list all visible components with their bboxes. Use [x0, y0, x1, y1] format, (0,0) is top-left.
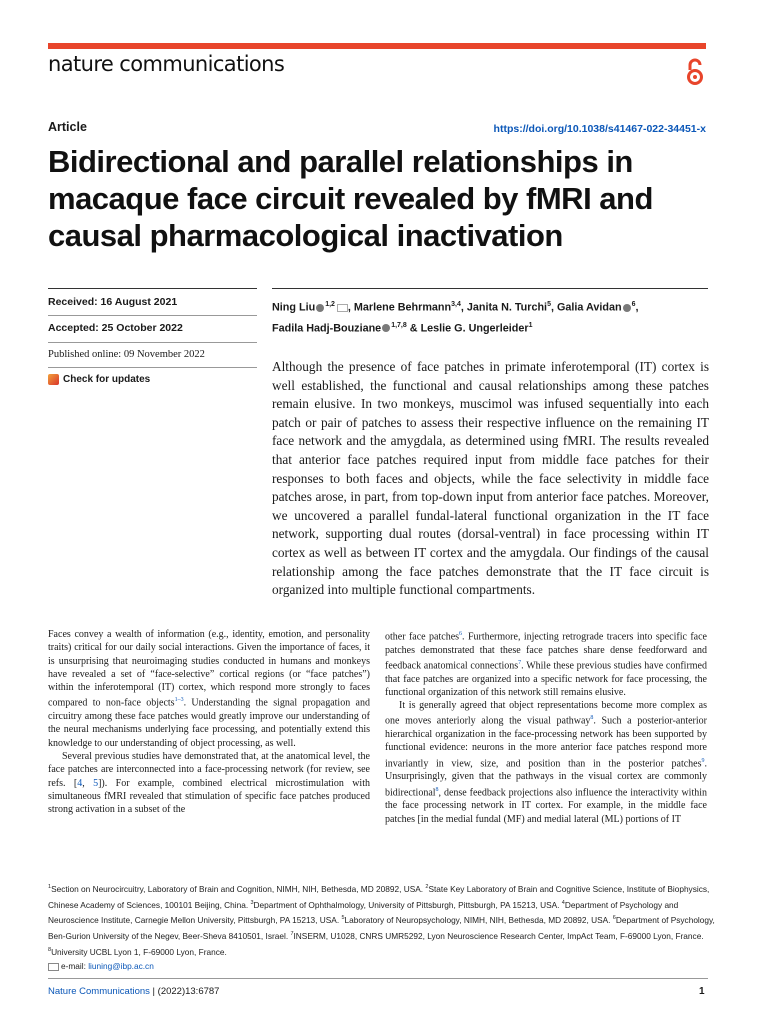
orcid-icon[interactable] — [623, 304, 631, 312]
body-text: other face patches — [385, 631, 460, 643]
email-icon[interactable] — [337, 304, 348, 312]
orcid-icon[interactable] — [382, 324, 390, 332]
check-updates-label: Check for updates — [63, 374, 151, 385]
author-separator: & — [406, 322, 421, 335]
email-icon — [48, 963, 59, 971]
author-separator: , — [460, 301, 467, 314]
affiliation-number: 4 — [561, 899, 565, 906]
author-name[interactable]: Fadila Hadj-Bouziane — [272, 322, 382, 335]
affiliation-number: 1 — [48, 884, 52, 890]
check-updates-button[interactable] — [48, 374, 150, 385]
author-affiliation-ref: 3,4 — [451, 301, 461, 308]
body-text: . While these previous studies have confirmed that face patches are organized into a specific network for face processing, the functional organization of this network still remains elusive. — [385, 660, 707, 698]
citation-link[interactable]: 7 — [518, 659, 522, 666]
email-link[interactable]: liuning@ibp.ac.cn — [88, 960, 154, 971]
body-text: Faces convey a wealth of information (e.g., identity, emotion, and personality traits) critical for our daily social interactions. Given the importance of faces, it is unsurprising that neuroimaging studies conducted in humans and monkeys have revealed a set of “face-selective” cortical regions (or “face patches”) within the inferotemporal (IT) cortex, which respond more strongly to faces compared to non-face objects — [48, 629, 370, 709]
author-affiliation-ref: 1,7,8 — [391, 321, 407, 329]
body-text: ]). For example, combined electrical microstimulation with simultaneous fMRI revealed that stimulation of specific face patches produced strong activation in a subset of the — [48, 777, 370, 816]
citation-link[interactable]: 9 — [701, 757, 705, 764]
body-paragraph — [385, 699, 707, 826]
page-number: 1 — [699, 986, 705, 997]
author-affiliation-ref: 6 — [631, 301, 636, 308]
body-paragraph — [48, 750, 370, 816]
author-name[interactable]: Ning Liu — [272, 301, 316, 314]
body-text: . Understanding the signal propagation and circuitry among these face patches would greatly improve our understanding of the neural mechanisms underlying face processing, and potentially extend this knowledge to our understanding of object processing, as well. — [48, 697, 370, 749]
author-affiliation-ref: 5 — [547, 301, 551, 308]
received-date: Received: 16 August 2021 — [48, 296, 178, 308]
footer-journal-link[interactable]: Nature Communications — [48, 986, 150, 997]
accepted-date: Accepted: 25 October 2022 — [48, 322, 183, 334]
citation-link[interactable]: 8 — [435, 786, 439, 793]
body-paragraph — [48, 628, 370, 750]
divider — [272, 288, 708, 289]
top-accent-bar — [48, 43, 706, 49]
body-text: . Unsurprisingly, given that the pathways in the visual cortex are commonly bidirectional — [385, 757, 707, 798]
body-text: , dense feedback projections also influence the interactivity within the face processing network in IT cortex. For example, in the middle face patches [in the medial fundal (MF) and medial lateral (ML) portions of IT — [385, 786, 707, 825]
journal-name: nature communications — [48, 52, 285, 76]
divider — [48, 315, 257, 316]
footer-citation — [48, 986, 219, 997]
body-text: Several previous studies have demonstrated that, at the anatomical level, the face patches are interconnected into a face-processing network (for review, see refs. [ — [48, 751, 370, 789]
affiliation-number: 6 — [612, 915, 616, 922]
email-label: e-mail: — [61, 960, 89, 971]
orcid-icon[interactable] — [316, 304, 324, 312]
article-type: Article — [48, 120, 87, 134]
author-name[interactable]: Marlene Behrmann — [353, 301, 452, 314]
body-paragraph — [385, 628, 707, 699]
citation-link[interactable]: 1–3 — [174, 697, 184, 704]
citation-link[interactable]: 6 — [459, 631, 463, 637]
citation-link[interactable]: 8 — [590, 715, 594, 722]
body-text: . Such a posterior-anterior hierarchical organization in the face-processing network has been supported by functional evidence: neurons in the more anterior face patches respond more invariantly in view, size, and position than in the posterior patches — [385, 715, 707, 769]
author-name[interactable]: Janita N. Turchi — [466, 301, 548, 314]
affiliation-number: 2 — [425, 884, 429, 890]
affiliation-number: 3 — [250, 899, 254, 906]
body-text: . Furthermore, injecting retrograde tracers into specific face patches demonstrated that these face patches share dense feedforward and feedback anatomical connections — [385, 631, 707, 672]
footer-divider — [48, 978, 708, 979]
citation-link[interactable]: 4 — [77, 777, 83, 789]
author-separator: , — [550, 301, 557, 314]
affiliation-text: Department of Psychology and Neuroscience Institute, Carnegie Mellon University, Pittsburgh, PA 15213, USA. — [48, 899, 679, 926]
affiliation-number: 8 — [48, 947, 52, 954]
affiliation-text: Laboratory of Neuropsychology, NIMH, NIH, Bethesda, MD 20892, USA. — [344, 915, 613, 926]
open-access-icon — [683, 58, 707, 86]
affiliation-number: 7 — [290, 931, 294, 938]
affiliation-text: Section on Neurocircuitry, Laboratory of Brain and Cognition, NIMH, NIH, Bethesda, MD 20892, USA. — [51, 883, 426, 894]
author-affiliation-ref: 1,2 — [325, 301, 335, 308]
author-separator: , — [635, 301, 639, 314]
abstract: Although the presence of face patches in primate inferotemporal (IT) cortex is well established, the functional and causal relationships among these patches remain elusive. In two monkeys, muscimol was infused sequentially into each patch or pair of patches to assess their respective influence on the remaining IT face network and the amygdala, as determined using fMRI. The results revealed that anterior face patches required input from middle face patches for their responses to both faces and objects, while the face selectivity in middle face patches arose, in part, from top-down input from anterior face patches. Moreover, we uncovered a parallel fundal-lateral functional organization in the IT face network, supporting dual routes (dorsal-ventral) in face processing within IT cortex as well as between IT cortex and the amygdala. Our findings of the causal relationship among the face patches demonstrate that the IT face circuit is organized into multiple functional compartments. — [272, 359, 709, 598]
divider — [48, 288, 257, 289]
author-affiliation-ref: 1 — [528, 321, 533, 329]
affiliation-text: State Key Laboratory of Brain and Cognitive Science, Institute of Biophysics, Chinese Academy of Sciences, 100101 Beijing, China. — [48, 883, 710, 910]
body-column-left — [48, 628, 370, 816]
author-list — [272, 296, 712, 337]
crossmark-icon — [48, 374, 59, 385]
affiliation-number: 5 — [341, 915, 345, 922]
body-text: , — [82, 777, 94, 789]
author-name[interactable]: Leslie G. Ungerleider — [420, 322, 529, 335]
published-date: Published online: 09 November 2022 — [48, 349, 205, 360]
body-column-right — [385, 628, 707, 826]
citation-link[interactable]: 5 — [93, 777, 99, 789]
footer-volume: | (2022)13:6787 — [149, 986, 220, 997]
divider — [48, 367, 257, 368]
author-name[interactable]: Galia Avidan — [556, 301, 622, 314]
divider — [48, 342, 257, 343]
body-text: It is generally agreed that object representations become more complex as one moves anteriorly along the visual pathway — [385, 700, 707, 727]
affiliation-text: Department of Psychology, Ben-Gurion University of the Negev, Beer-Sheva 8410501, Israel. — [48, 915, 715, 942]
author-separator: , — [347, 301, 354, 314]
affiliation-text: Department of Ophthalmology, University of Pittsburgh, Pittsburgh, PA 15213, USA. — [253, 899, 562, 910]
doi-link[interactable]: https://doi.org/10.1038/s41467-022-34451-x — [493, 123, 706, 135]
affiliations — [48, 880, 716, 973]
article-title: Bidirectional and parallel relationships in macaque face circuit revealed by fMRI and causal pharmacological inactivation — [48, 144, 653, 253]
affiliation-text: University UCBL Lyon 1, F-69000 Lyon, France. — [51, 946, 227, 957]
affiliation-text: INSERM, U1028, CNRS UMR5292, Lyon Neuroscience Research Center, ImpAct Team, F-69000 Lyon, France. — [293, 931, 704, 942]
